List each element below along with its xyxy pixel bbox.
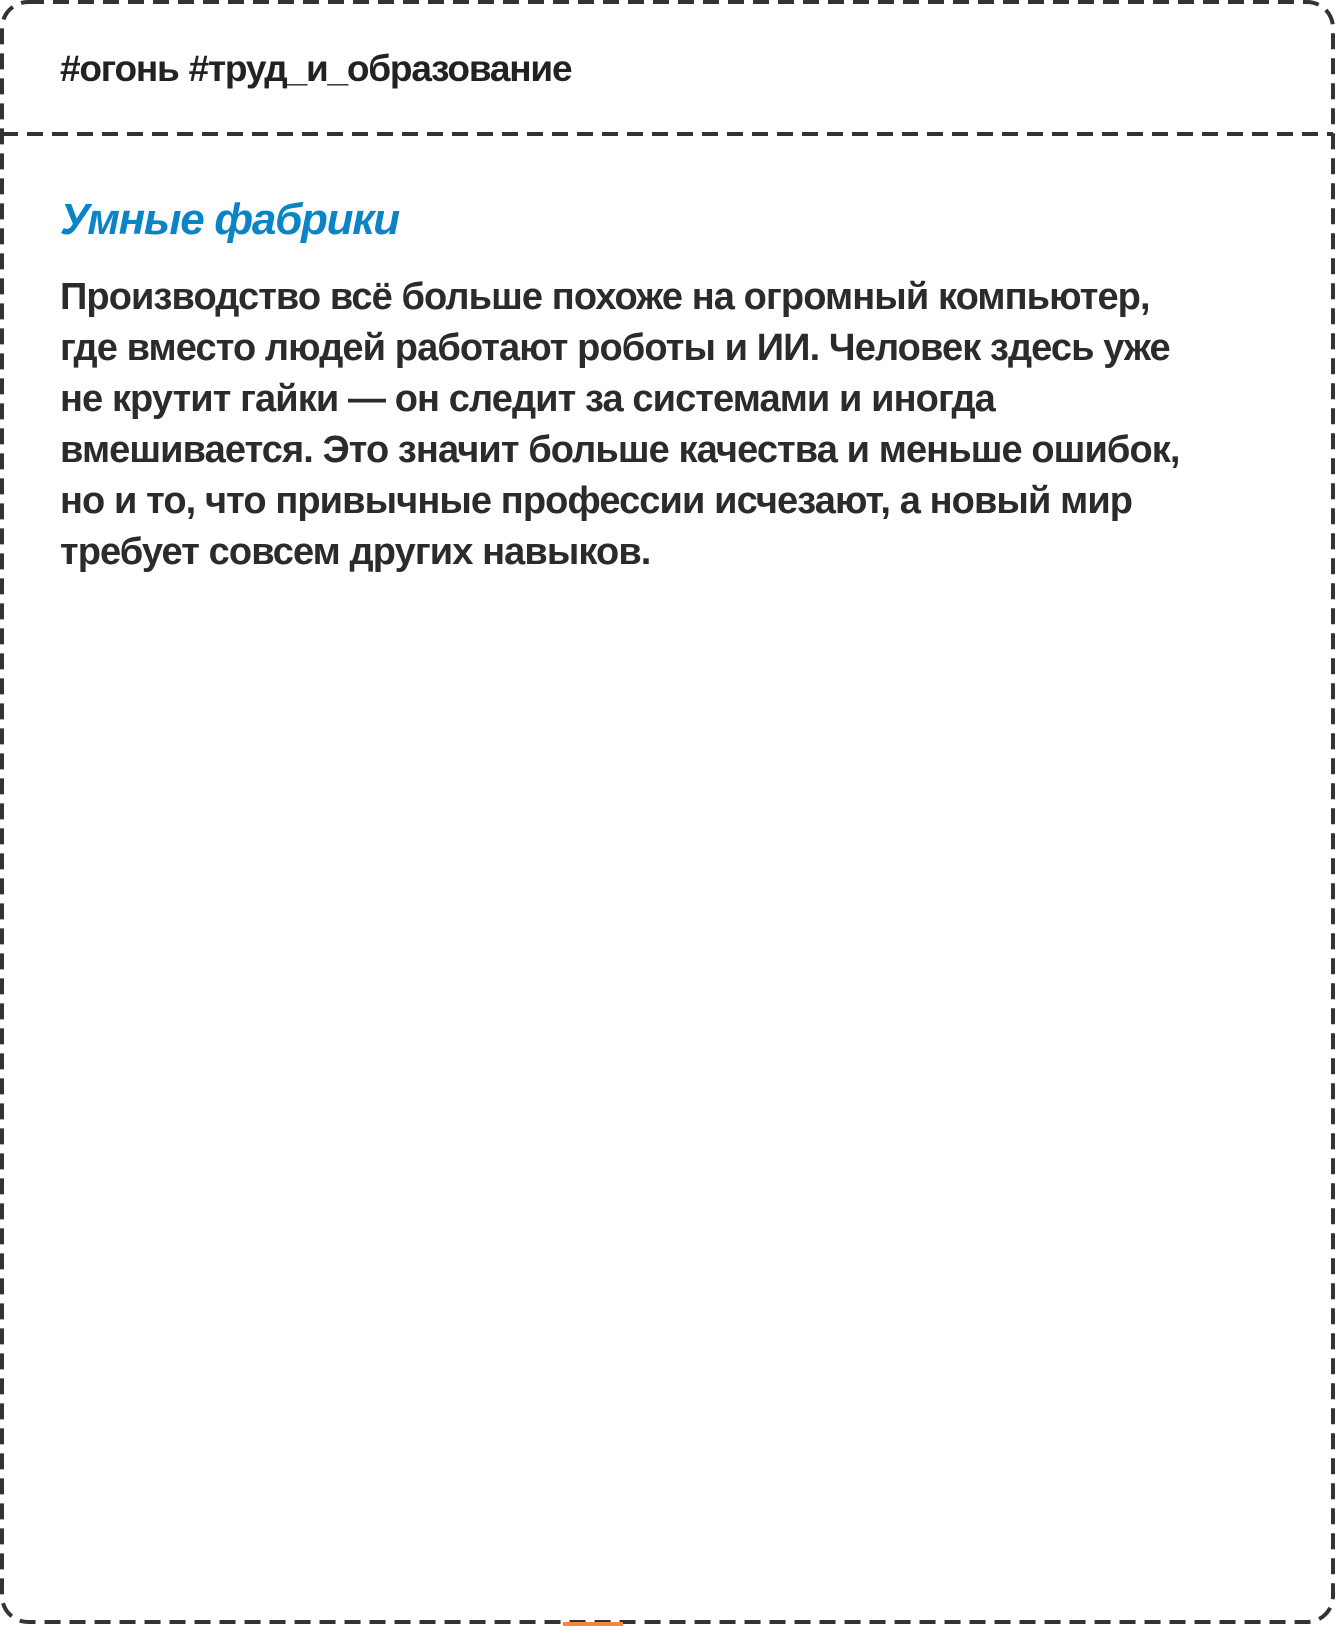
tag-labor-and-education[interactable]: #труд_и_образование (188, 48, 572, 89)
tag-list (60, 42, 1335, 96)
body-line: где вместо людей работают роботы и ИИ. Человек здесь уже (60, 327, 1170, 369)
post-body (60, 272, 1290, 578)
tag-fire[interactable]: #огонь (60, 48, 179, 89)
post-title: Умные фабрики (60, 195, 399, 244)
body-line: требует совсем других навыков. (60, 531, 651, 573)
bottom-accent-bar (563, 1622, 623, 1626)
post-content (60, 190, 1290, 578)
body-line: вмешивается. Это значит больше качества и меньше ошибок, (60, 429, 1180, 471)
body-line: Производство всё больше похоже на огромный компьютер, (60, 276, 1150, 318)
body-line: но и то, что привычные профессии исчезают, а новый мир (60, 480, 1133, 522)
body-line: не крутит гайки — он следит за системами и иногда (60, 378, 995, 420)
tags-header (0, 0, 1335, 134)
